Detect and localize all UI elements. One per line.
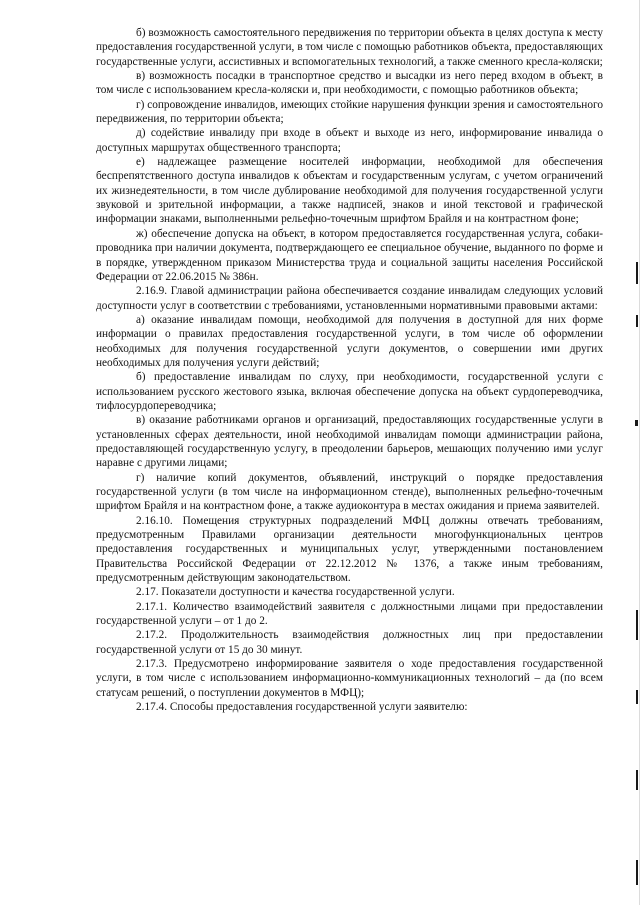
paragraph-g-escort: г) сопровождение инвалидов, имеющих стойкие нарушения функции зрения и самостоятельного передвижения, по территории объекта; (96, 98, 603, 126)
scan-mark (636, 690, 638, 704)
paragraph-2-17-2: 2.17.2. Продолжительность взаимодействия должностных лиц при предоставлении государственной услуги от 15 до 30 минут. (96, 629, 603, 656)
paragraph-2-17: 2.17. Показатели доступности и качества государственной услуги. (136, 586, 455, 599)
document-body (96, 26, 603, 715)
scan-mark (636, 770, 638, 790)
paragraph-d-assistance: д) содействие инвалиду при входе в объект и выходе из него, информирование инвалида о доступных маршрутах общественного транспорта; (96, 127, 603, 154)
paragraph-a-help: а) оказание инвалидам помощи, необходимой для получения в доступной для них форме информации о правилах предоставления государственной услуги, в том числе об оформлении необходимых для получения государственной услуги документов, о совершении ими других необходимых для получения услуги действий; (96, 313, 603, 369)
paragraph-b-sign-language: б) предоставление инвалидам по слуху, при необходимости, государственной услуги с использованием русского жестового языка, включая обеспечение допуска на объект сурдопереводчика, тифлосурдопереводчика; (96, 371, 603, 412)
paragraph-b-movement: б) возможность самостоятельного передвижения по территории объекта в целях доступа к месту предоставления государственной услуги, в том числе с помощью работников объекта, предоставляющих государственные услуги, ассистивных и вспомогательных технологий, а также сменного кресла-коляски; (96, 27, 603, 68)
paragraph-2-17-1: 2.17.1. Количество взаимодействий заявителя с должностными лицами при предоставлении государственной услуги – от 1 до 2. (96, 600, 603, 628)
paragraph-2-17-4: 2.17.4. Способы предоставления государственной услуги заявителю: (136, 701, 468, 714)
paragraph-v-barriers: в) оказание работниками органов и организаций, предоставляющих государственные услуги в установленных сферах деятельности, иной необходимой инвалидам помощи администрации района, предоставляющей государственную услугу, в преодолении барьеров, мешающих получению ими услуг наравне с другими лицами; (96, 414, 603, 470)
scan-mark (636, 610, 638, 640)
paragraph-v-boarding: в) возможность посадки в транспортное средство и высадки из него перед входом в объект, в том числе с использованием кресла-коляски и, при необходимости, с помощью работников объекта; (96, 70, 603, 97)
scan-mark (635, 420, 638, 426)
paragraph-g-braille: г) наличие копий документов, объявлений, инструкций о порядке предоставления государственной услуги (в том числе на информационном стенде), выполненных рельефно-точечным шрифтом Брайля и на контрастном фоне, а также аудиоконтура в местах ожидания и приема заявителей. (96, 471, 603, 513)
paragraph-2-16-10: 2.16.10. Помещения структурных подразделений МФЦ должны отвечать требованиям, предусмотренным Правилами организации деятельности многофункциональных центров предоставления государственных и муниципальных услуг, утвержденными постановлением Правительства Российской Федерации от 22.12.2012 № 1376, а также иным требованиям, предусмотренным действующим законодательством. (96, 514, 603, 585)
paragraph-2-17-3: 2.17.3. Предусмотрено информирование заявителя о ходе предоставления государственной услуги, в том числе с использованием информационно-коммуникационных технологий – да (по всем статусам решений, о поступлении документов в МФЦ); (96, 658, 603, 699)
paragraph-e-information: е) надлежащее размещение носителей информации, необходимой для обеспечения беспрепятственного доступа инвалидов к объектам и государственным услугам, с учетом ограничений их жизнедеятельности, в том числе дублирование необходимой для получения государственной услуги звуковой и зрительной информации, а также надписей, знаков и иной текстовой и графической информации знаками, выполненными рельефно-точечным шрифтом Брайля и на контрастном фоне; (96, 156, 603, 226)
paragraph-2-16-9: 2.16.9. Главой администрации района обеспечивается создание инвалидам следующих условий доступности услуг в соответствии с требованиями, установленными нормативными правовыми актами: (96, 285, 603, 312)
scan-mark (636, 860, 638, 885)
scan-mark (636, 315, 638, 327)
paragraph-zh-guide-dog: ж) обеспечение допуска на объект, в котором предоставляется государственная услуга, собаки-проводника при наличии документа, подтверждающего ее специальное обучение, выданного по форме и в порядке, утвержденном приказом Министерства труда и социальной защиты населения Российской Федерации от 22.06.2015 № 386н. (96, 227, 603, 283)
scan-mark (636, 262, 638, 284)
